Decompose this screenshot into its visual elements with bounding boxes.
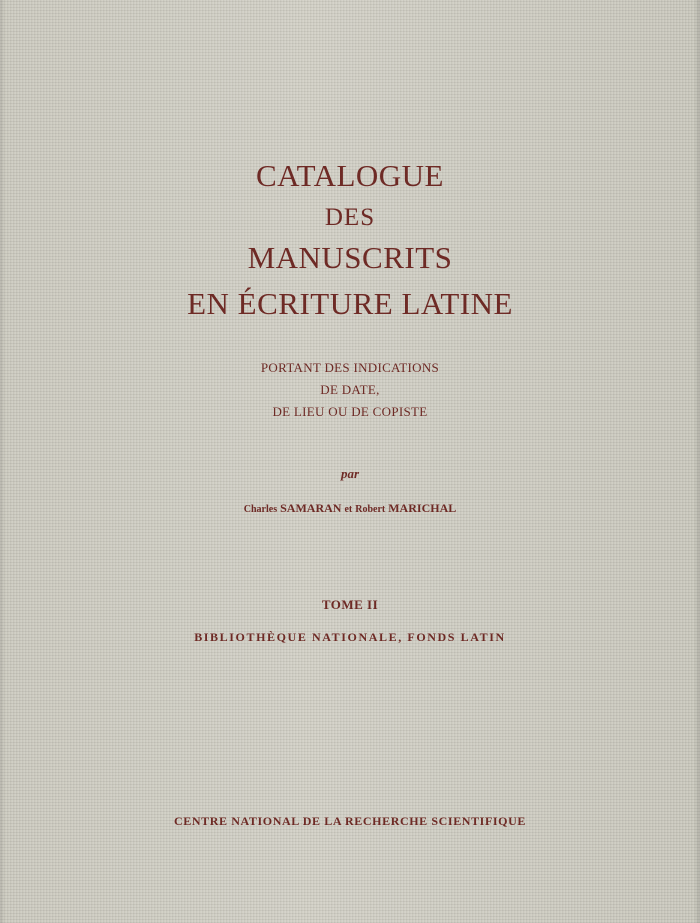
- byline-par: par: [340, 466, 360, 481]
- library-name: BIBLIOTHÈQUE NATIONALE, FONDS LATIN: [194, 630, 506, 644]
- authors-line: [0, 502, 700, 515]
- publisher-name: CENTRE NATIONAL DE LA RECHERCHE SCIENTIFIQUE: [174, 814, 526, 828]
- title-line-des: DES: [324, 204, 376, 231]
- author1-last-name: SAMARAN: [280, 501, 342, 515]
- title-line-catalogue: CATALOGUE: [255, 158, 444, 193]
- title-line-ecriture-latine: EN ÉCRITURE LATINE: [187, 286, 513, 321]
- tome-number: TOME II: [321, 597, 379, 612]
- subtitle-line-1: PORTANT DES INDICATIONS: [260, 360, 440, 375]
- authors-conjunction: et: [344, 504, 353, 515]
- author2-first-name: Robert: [355, 504, 386, 515]
- author1-first-name: Charles: [243, 504, 278, 515]
- cover-left-edge: [0, 0, 5, 923]
- subtitle-line-2: DE DATE,: [320, 382, 380, 397]
- title-line-manuscrits: MANUSCRITS: [247, 240, 453, 275]
- subtitle-line-3: DE LIEU OU DE COPISTE: [272, 404, 428, 419]
- cover-right-edge: [694, 0, 700, 923]
- author2-last-name: MARICHAL: [388, 501, 457, 515]
